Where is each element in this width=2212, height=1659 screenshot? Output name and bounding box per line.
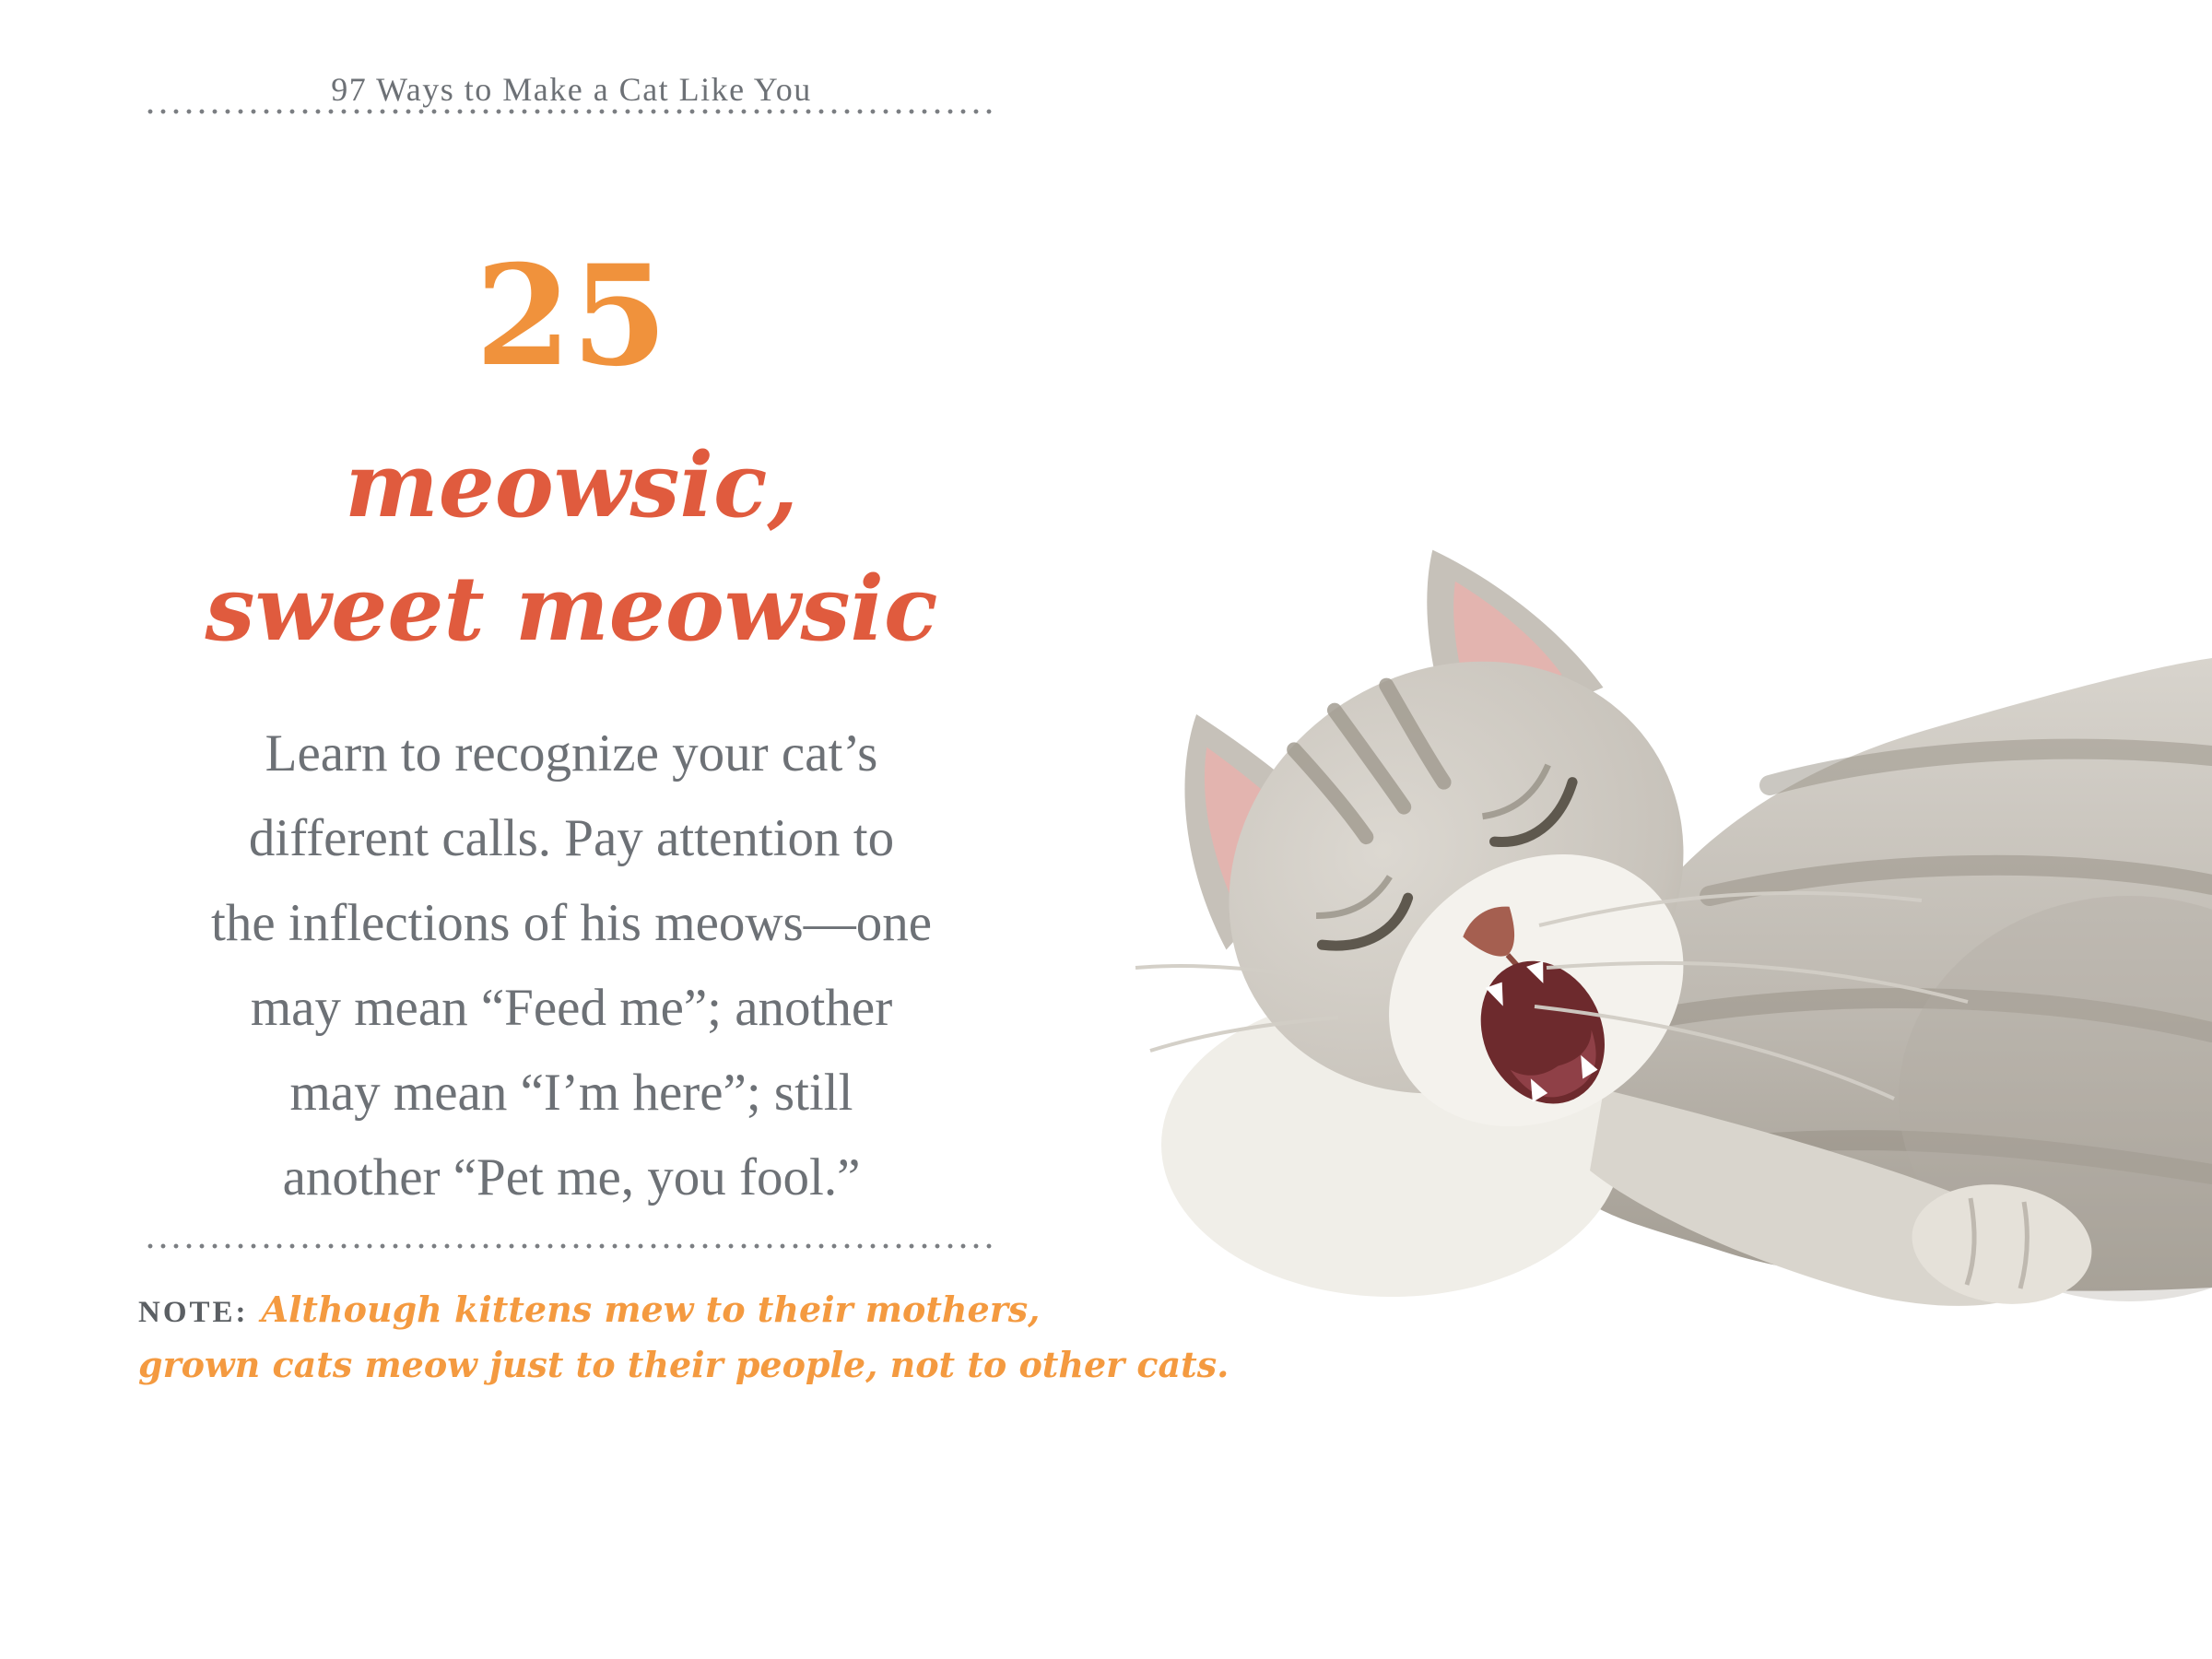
- body-line: another “Pet me, you fool.”: [282, 1148, 861, 1206]
- running-head-book-title: 97 Ways to Make a Cat Like You: [331, 71, 812, 108]
- body-paragraph: [138, 712, 1005, 1220]
- body-line: the inflections of his meows—one: [210, 894, 933, 952]
- entry-title-line1: meowsic,: [345, 433, 798, 537]
- note-label: NOTE:: [138, 1296, 249, 1329]
- dotted-divider-top: [144, 109, 997, 114]
- note-line-2: [138, 1344, 1230, 1385]
- cat-photo-illustration: [1060, 509, 2212, 1338]
- body-line: may mean “I’m here”; still: [289, 1064, 853, 1122]
- body-line: may mean “Feed me”; another: [250, 979, 893, 1037]
- note-text-1: Although kittens mew to their mothers,: [261, 1288, 1041, 1330]
- body-line: Learn to recognize your cat’s: [265, 724, 878, 782]
- entry-number: 25: [475, 235, 668, 397]
- entry-title-line2: sweet meowsic: [205, 557, 938, 661]
- text-column: [138, 0, 1230, 1659]
- dotted-divider-bottom: [144, 1243, 997, 1249]
- cat-photo: [1060, 509, 2212, 1338]
- note-line-1: [138, 1288, 1041, 1330]
- note-text-2: grown cats meow just to their people, not to other cats.: [138, 1344, 1230, 1385]
- body-line: different calls. Pay attention to: [248, 809, 895, 867]
